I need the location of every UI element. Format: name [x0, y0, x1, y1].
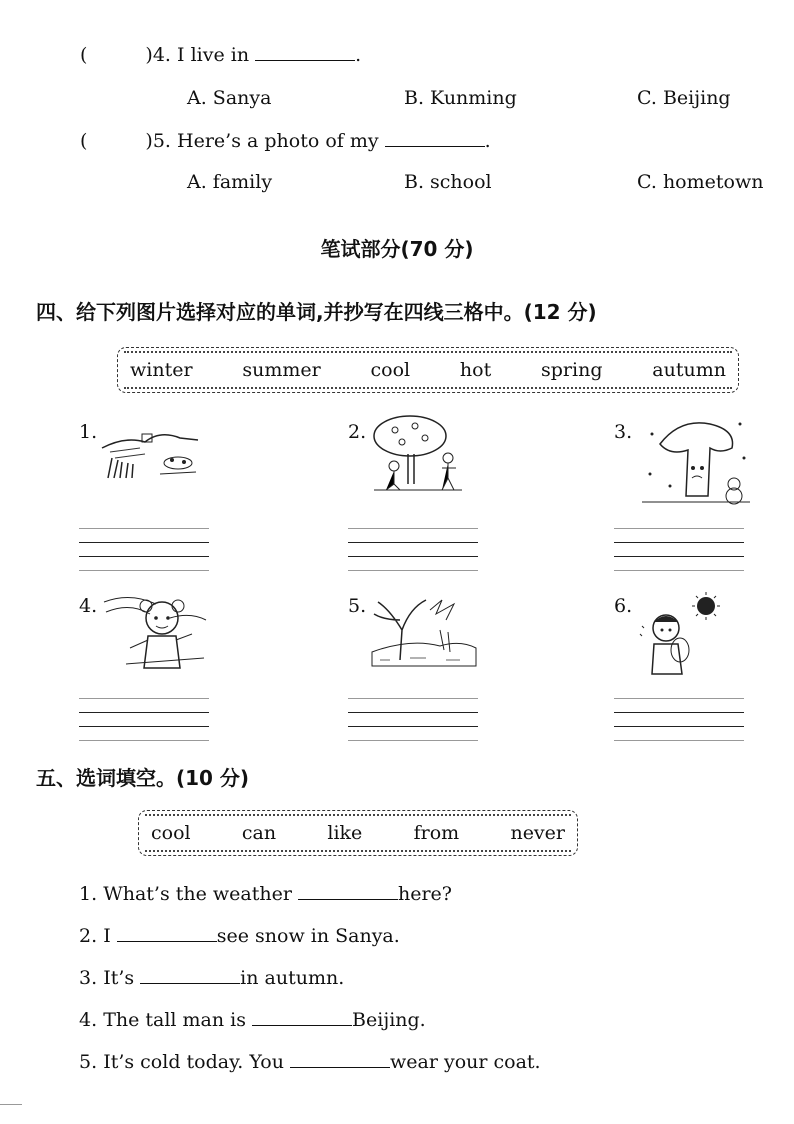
- sentence-number: 3.: [79, 967, 98, 989]
- q4-option-c[interactable]: C. Beijing: [637, 87, 731, 109]
- word-bank-item: from: [413, 822, 460, 844]
- answer-blank[interactable]: [252, 1025, 352, 1026]
- question-end: .: [355, 44, 362, 66]
- picture-item-number: 1.: [79, 421, 98, 443]
- answer-blank[interactable]: [385, 146, 485, 147]
- section-4-title: 四、给下列图片选择对应的单词,并抄写在四线三格中。(12 分): [36, 300, 597, 324]
- sentence-number: 1.: [79, 883, 98, 905]
- q4-option-b[interactable]: B. Kunming: [404, 87, 517, 109]
- sentence-text: in autumn.: [240, 967, 345, 989]
- answer-bracket-close: ): [145, 44, 153, 66]
- q4-option-a[interactable]: A. Sanya: [187, 87, 272, 109]
- word-bank-item: cool: [151, 822, 191, 844]
- autumn-field-picture: [100, 418, 200, 480]
- four-line-grid[interactable]: [79, 528, 209, 572]
- q5-option-c[interactable]: C. hometown: [637, 171, 764, 193]
- picture-item-number: 2.: [348, 421, 367, 443]
- cool-girl-picture: [100, 588, 210, 676]
- written-part-title: 笔试部分(70 分): [320, 237, 474, 261]
- word-bank-item: like: [327, 822, 363, 844]
- fill-sentence-3: [79, 967, 344, 989]
- picture-item-number: 5.: [348, 595, 367, 617]
- question-number: 4.: [152, 44, 171, 66]
- word-bank-item: winter: [130, 359, 193, 381]
- four-line-grid[interactable]: [79, 698, 209, 742]
- winter-tree-picture: [640, 414, 752, 508]
- four-line-grid[interactable]: [614, 698, 744, 742]
- sentence-text: here?: [397, 883, 452, 905]
- question-5: [80, 130, 491, 152]
- fill-sentence-1: [79, 883, 452, 905]
- q5-option-a[interactable]: A. family: [187, 171, 273, 193]
- fill-sentence-2: [79, 925, 400, 947]
- four-line-grid[interactable]: [614, 528, 744, 572]
- answer-bracket-open[interactable]: (: [80, 44, 88, 66]
- sentence-number: 5.: [79, 1051, 98, 1073]
- page-edge-mark: [0, 1104, 22, 1105]
- picture-item-number: 6.: [614, 595, 633, 617]
- sentence-text: It’s cold today. You: [103, 1051, 284, 1073]
- sentence-number: 2.: [79, 925, 98, 947]
- word-bank-item: cool: [370, 359, 411, 381]
- word-bank-item: spring: [541, 359, 603, 381]
- question-4: [80, 44, 361, 66]
- sentence-text: Beijing.: [352, 1009, 426, 1031]
- sentence-number: 4.: [79, 1009, 98, 1031]
- picture-item-number: 4.: [79, 595, 98, 617]
- section-5-title: 五、选词填空。(10 分): [36, 766, 250, 790]
- answer-blank[interactable]: [290, 1067, 390, 1068]
- answer-blank[interactable]: [255, 60, 355, 61]
- answer-blank[interactable]: [140, 983, 240, 984]
- picture-item-number: 3.: [614, 421, 633, 443]
- q5-option-b[interactable]: B. school: [404, 171, 492, 193]
- sentence-text: wear your coat.: [390, 1051, 541, 1073]
- section-4-word-bank: [117, 347, 739, 393]
- answer-blank[interactable]: [117, 941, 217, 942]
- word-bank-item: hot: [459, 359, 492, 381]
- question-number: 5.: [152, 130, 171, 152]
- word-bank-item: never: [510, 822, 565, 844]
- word-bank-item: summer: [242, 359, 321, 381]
- answer-bracket-close: ): [145, 130, 153, 152]
- spring-tree-picture: [370, 414, 466, 494]
- fill-sentence-4: [79, 1009, 426, 1031]
- sentence-text: What’s the weather: [103, 883, 292, 905]
- word-bank-item: can: [241, 822, 277, 844]
- section-5-word-bank: [138, 810, 578, 856]
- word-bank-item: autumn: [652, 359, 726, 381]
- question-text: Here’s a photo of my: [177, 130, 379, 152]
- sentence-text: see snow in Sanya.: [216, 925, 400, 947]
- four-line-grid[interactable]: [348, 698, 478, 742]
- fill-sentence-5: [79, 1051, 541, 1073]
- question-text: I live in: [177, 44, 250, 66]
- hot-sun-boy-picture: [636, 590, 726, 680]
- answer-bracket-open[interactable]: (: [80, 130, 88, 152]
- sentence-text: It’s: [103, 967, 135, 989]
- sentence-text: The tall man is: [103, 1009, 246, 1031]
- question-end: .: [484, 130, 491, 152]
- windy-landscape-picture: [370, 590, 478, 668]
- sentence-text: I: [103, 925, 111, 947]
- answer-blank[interactable]: [298, 899, 398, 900]
- four-line-grid[interactable]: [348, 528, 478, 572]
